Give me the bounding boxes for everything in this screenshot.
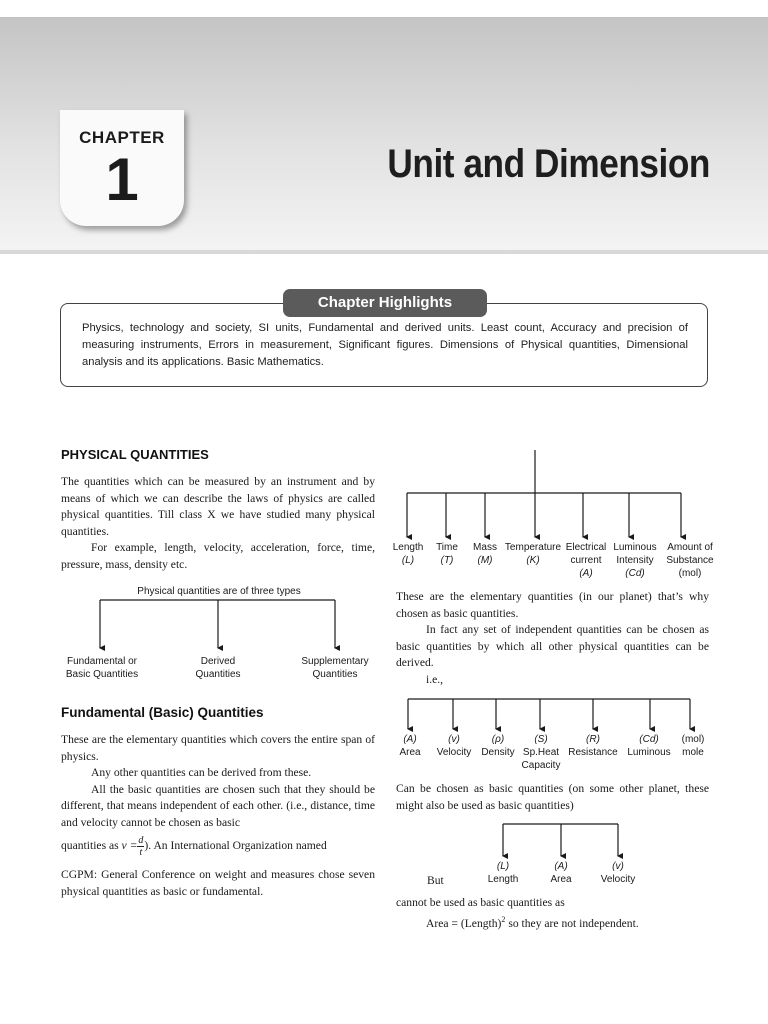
quantity-name: Temperature <box>504 542 562 553</box>
quantity-symbol: (v) <box>448 734 460 745</box>
quantity-symbol: (v) <box>612 861 624 872</box>
alternative-quantities-tree <box>408 699 690 729</box>
quantity-symbol: (L) <box>496 861 510 872</box>
equation-text: Area = (Length) <box>426 916 502 930</box>
quantity-symbol: (Cd) <box>625 568 645 579</box>
cgpm-text: CGPM: General Conference on weight and measures chose seven physical quantities as basic or fundamental. <box>61 868 375 898</box>
chapter-number: 1 <box>105 146 139 213</box>
quantity-symbol: (A) <box>554 861 568 872</box>
quantity-symbol: (A) <box>579 568 593 579</box>
quantity-extra: Substance <box>666 555 714 566</box>
paragraph: These are the elementary quantities (in our planet) that’s why chosen as basic quantities. <box>396 590 709 620</box>
quantity-symbol: (R) <box>586 734 600 745</box>
chapter-highlights-heading: Chapter Highlights <box>283 289 487 317</box>
quantity-symbol: (M) <box>477 555 493 566</box>
paragraph: These are the elementary quantities which covers the entire span of physics. <box>61 733 375 763</box>
quantity-symbol: (T) <box>440 555 454 566</box>
formula-suffix: ). An International Organization named <box>144 839 327 852</box>
quantity-name: Sp.Heat <box>522 747 560 758</box>
type-line: Fundamental or <box>66 656 138 667</box>
sub-heading-fundamental: Fundamental (Basic) Quantities <box>61 705 264 720</box>
quantity-symbol: (A) <box>403 734 417 745</box>
paragraph: All the basic quantities are chosen such that they should be different, that means independent of each other. (i.e., distance, time and velocity cannot be chosen as basic <box>61 782 375 829</box>
dependent-quantities-tree <box>503 824 618 856</box>
quantity-name: Electrical <box>565 542 607 553</box>
quantity-symbol: (S) <box>534 734 548 745</box>
quantity-extra: Intensity <box>616 555 654 566</box>
paragraph: For example, length, velocity, acceleration, force, time, pressure, mass, density etc. <box>61 541 375 571</box>
quantity-symbol: (K) <box>526 555 540 566</box>
quantity-name: Velocity <box>600 874 636 885</box>
quantity-name: Resistance <box>568 747 618 758</box>
quantity-name: Luminous <box>627 747 671 758</box>
type-line: Basic Quantities <box>65 669 139 680</box>
but-label: But <box>427 874 444 887</box>
quantity-name: Amount of <box>667 542 713 553</box>
quantity-name: Length <box>392 542 424 553</box>
type-line: Quantities <box>312 669 358 680</box>
quantity-symbol: (mol) <box>678 568 702 579</box>
other-planet-text: Can be chosen as basic quantities (on some other planet, these might also be used as basic quantities) <box>396 782 709 812</box>
quantity-symbol: (ρ) <box>491 734 505 745</box>
formula-numerator: d <box>138 834 144 846</box>
equation-exponent: 2 <box>501 914 506 924</box>
formula-lhs: v = <box>121 839 138 852</box>
equation-text: so they are not independent. <box>505 916 639 930</box>
paragraph: Any other quantities can be derived from these. <box>91 766 312 780</box>
paragraph: In fact any set of independent quantities can be chosen as basic quantities by which all other physical quantities can be derived. <box>396 623 709 670</box>
types-tree <box>100 600 335 648</box>
formula-prefix: quantities as <box>61 839 119 852</box>
quantity-name: Area <box>550 874 572 885</box>
quantity-name: Density <box>481 747 515 758</box>
quantity-extra: current <box>570 555 602 566</box>
quantity-symbol: (Cd) <box>639 734 659 745</box>
quantity-name: mole <box>682 747 704 758</box>
type-line: Derived <box>200 656 236 667</box>
paragraph: cannot be used as basic quantities as <box>396 896 565 909</box>
type-line: Supplementary <box>301 656 369 667</box>
paragraph: The quantities which can be measured by an instrument and by means of which we can describe the laws of physics are called physical quantities. Till class X we have studied many physical quantities. <box>61 475 375 538</box>
quantity-symbol: (mol) <box>681 734 705 745</box>
quantity-name: Length <box>487 874 519 885</box>
chapter-label: CHAPTER <box>79 128 165 147</box>
type-line: Quantities <box>195 669 241 680</box>
chapter-title: Unit and Dimension <box>387 142 710 186</box>
formula-denominator: t <box>139 846 143 858</box>
quantity-symbol: (L) <box>401 555 415 566</box>
quantity-name: Mass <box>473 542 497 553</box>
quantity-name: Time <box>436 542 458 553</box>
section-heading-physical-quantities: PHYSICAL QUANTITIES <box>61 447 209 462</box>
quantity-extra: Capacity <box>521 760 561 771</box>
quantity-name: Luminous <box>613 542 657 553</box>
chapter-highlights-text: Physics, technology and society, SI units, Fundamental and derived units. Least count, Accuracy and precision of measuring instruments, Errors in measurement, Significant figures. Dimensions of Physical quantities, Dimensional analysis and its applications. Basic Mathematics. <box>82 322 688 368</box>
quantity-name: Area <box>399 747 421 758</box>
quantity-name: Velocity <box>436 747 472 758</box>
ie-label: i.e., <box>426 672 444 686</box>
types-diagram-title: Physical quantities are of three types <box>137 586 301 597</box>
basic-quantities-tree <box>407 450 681 537</box>
